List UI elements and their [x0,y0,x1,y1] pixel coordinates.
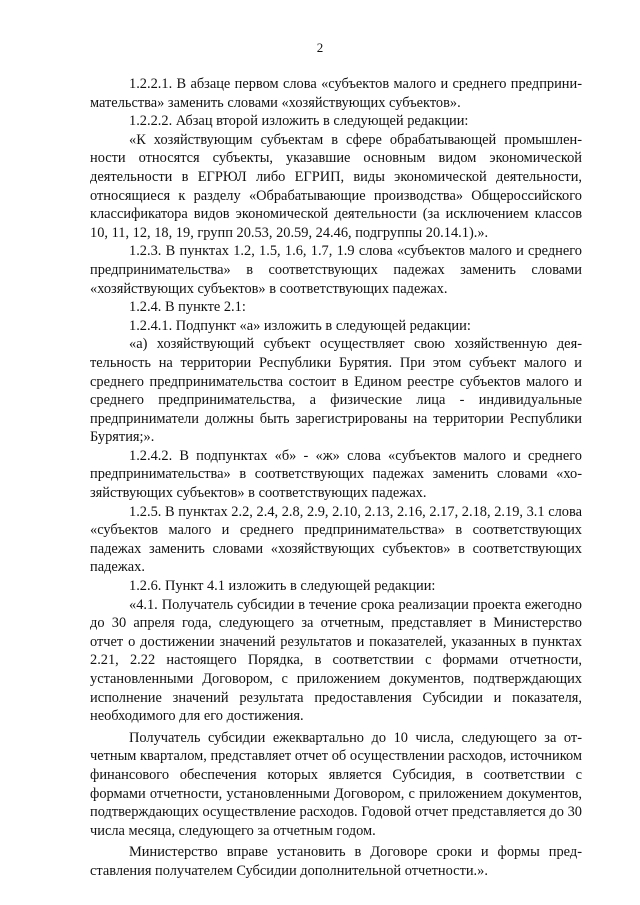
paragraph-quote-subpoint-a: «а) хозяйствующий субъект осуществляет свою хозяйственную деятельность на территории Республики Бурятия. При этом субъект малого и среднего предпринимательства состоит в Едином реестре субъектов малого и среднего предпринимательства, а физические лица - индивидуальные предприниматели должны быть зарегистрированы на территории Республики Бурятия;». [90,336,582,446]
paragraph-1-2-4-1: 1.2.4.1. Подпункт «а» изложить в следующей редакции: [129,317,471,334]
paragraph-1-2-4: 1.2.4. В пункте 2.1: [129,299,246,316]
paragraph-quote-manufacturing: «К хозяйствующим субъектам в сфере обрабатывающей промышленности относятся субъекты, указавшие основным видом экономической деятельности в ЕГРЮЛ либо ЕГРИП, виды экономической деятельности, относящиеся к разделу «Обрабатывающие производства» Общероссийского классификатора видов экономической деятельности (за исключением классов 10, 11, 12, 18, 19, групп 20.53, 20.59, 24.46, подгруппы 20.14.1).». [90,131,582,241]
paragraph-quote-4-1: «4.1. Получатель субсидии в течение срока реализации проекта ежегодно до 30 апреля года, следующего за отчетным, представляет в Министерство отчет о достижении значений результатов и показателей, указанных в пунктах 2.21, 2.22 настоящего Порядка, в соответствии с формами отчетности, установленными Договором, с приложением документов, подтверждающих исполнение значений результата предоставления Субсидии и показателя, необходимого для его достижения. [90,596,582,725]
paragraph-1-2-2-2: 1.2.2.2. Абзац второй изложить в следующей редакции: [129,113,469,130]
paragraph-1-2-5: 1.2.5. В пунктах 2.2, 2.4, 2.8, 2.9, 2.10, 2.13, 2.16, 2.17, 2.18, 2.19, 3.1 слова «субъектов малого и среднего предпринимательства» в соответствующих падежах заменить словами «хозяйствующих субъектов» в соответствующих падежах. [90,503,582,576]
paragraph-1-2-3: 1.2.3. В пунктах 1.2, 1.5, 1.6, 1.7, 1.9 слова «субъектов малого и среднего предпринимательства» в соответствующих падежах заменить словами «хозяйствующих субъектов» в соответствующих падежах. [90,243,582,297]
paragraph-ministry-right: Министерство вправе установить в Договоре сроки и формы представления получателем Субсидии дополнительной отчетности.». [90,844,582,879]
paragraph-quarterly-report: Получатель субсидии ежеквартально до 10 числа, следующего за отчетным кварталом, представляет отчет об осуществлении расходов, источником финансового обеспечения которых является Субсидия, в соответствии с формами отчетности, установленными Договором, с приложением документов, подтверждающих осуществление расходов. Годовой отчет представляется до 30 числа месяца, следующего за отчетным годом. [90,729,582,839]
paragraph-1-2-4-2: 1.2.4.2. В подпунктах «б» - «ж» слова «субъектов малого и среднего предпринимательства» в соответствующих падежах заменить словами «хозяйствующих субъектов» в соответствующих падежах. [90,447,582,502]
document-body [90,75,582,881]
paragraph-1-2-6: 1.2.6. Пункт 4.1 изложить в следующей редакции: [129,578,436,595]
paragraph-1-2-2-1: 1.2.2.1. В абзаце первом слова «субъектов малого и среднего предпринимательства» заменить словами «хозяйствующих субъектов». [90,76,582,111]
page-number: 2 [316,40,324,55]
